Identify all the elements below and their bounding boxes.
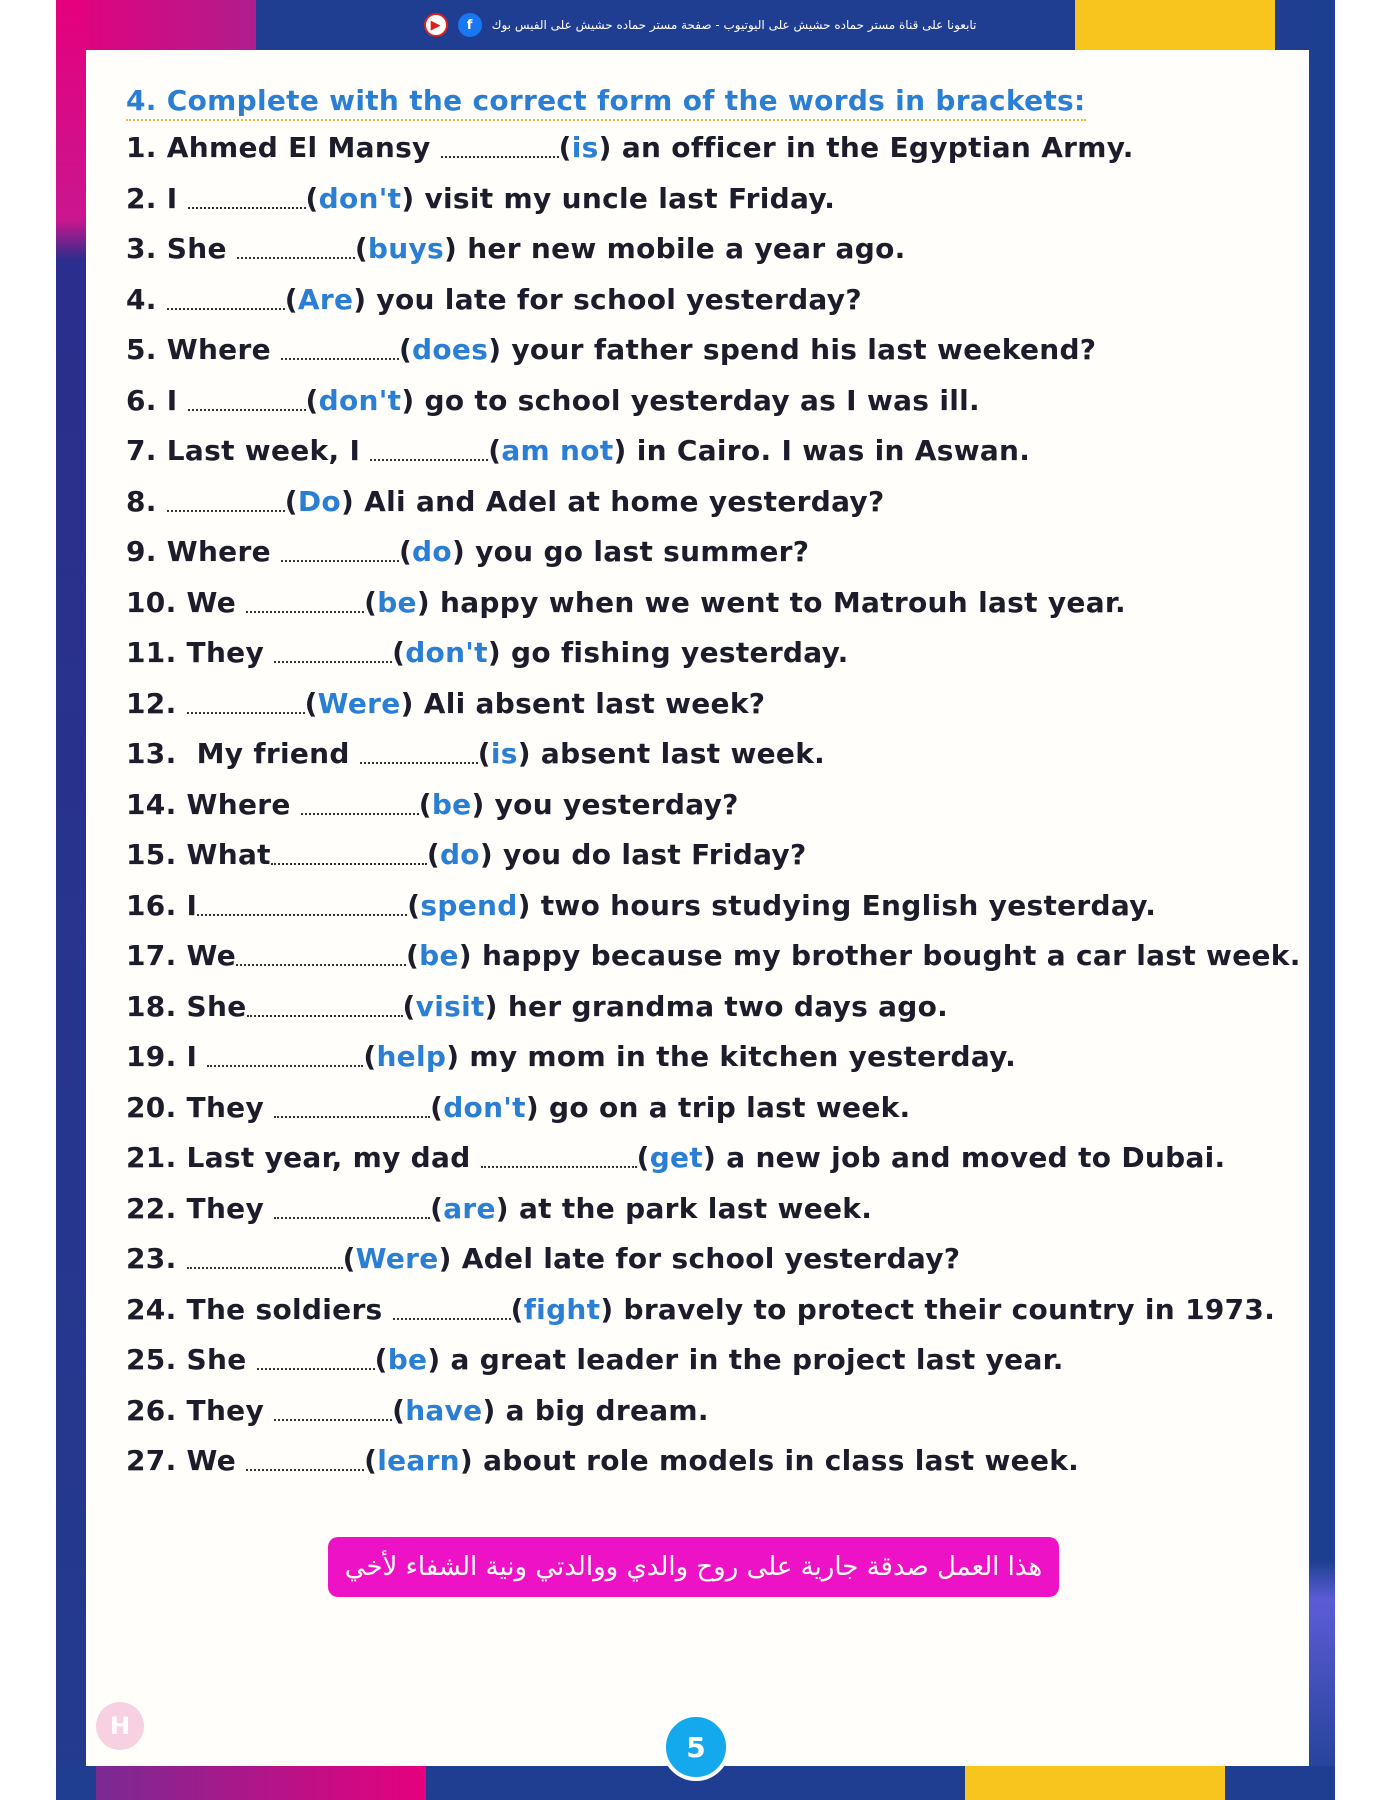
- item-sentence-start: 1. Ahmed El Mansy: [126, 131, 441, 164]
- bracket-word: be: [419, 939, 459, 972]
- bracket-open: (: [430, 1191, 444, 1225]
- exercise-item: [126, 1234, 1276, 1285]
- item-sentence-start: 19. I: [126, 1040, 208, 1073]
- bracket-word: be: [377, 585, 417, 619]
- answer-blank[interactable]: [187, 1265, 343, 1269]
- item-sentence-start: 12.: [126, 686, 187, 720]
- bracket-word: am not: [501, 434, 614, 467]
- item-sentence-end: Ali absent last week?: [413, 686, 766, 720]
- answer-blank[interactable]: [360, 760, 478, 764]
- item-sentence-end: happy when we went to Matrouh last year.: [429, 585, 1126, 619]
- item-sentence-start: 10. We: [126, 585, 247, 619]
- answer-blank[interactable]: [301, 811, 419, 815]
- item-sentence-start: 22. They: [126, 1191, 275, 1225]
- answer-blank[interactable]: [281, 558, 399, 562]
- dedication-text: هذا العمل صدقة جارية على روح والدي ووالدتي ونية الشفاء لأخي: [344, 1552, 1043, 1582]
- item-sentence-start: 14. Where: [126, 787, 301, 821]
- bracket-open: (: [392, 1393, 406, 1427]
- bracket-close: ): [525, 1090, 539, 1124]
- answer-blank[interactable]: [167, 508, 285, 512]
- answer-blank[interactable]: [197, 912, 407, 916]
- item-sentence-start: 23.: [126, 1242, 187, 1275]
- bracket-open: (: [342, 1242, 356, 1275]
- bracket-close: ): [600, 1292, 614, 1326]
- answer-blank[interactable]: [274, 1417, 392, 1421]
- answer-blank[interactable]: [281, 356, 399, 360]
- item-sentence-start: 4.: [126, 282, 167, 316]
- bracket-open: (: [510, 1292, 524, 1326]
- bracket-close: ): [517, 737, 531, 770]
- bracket-close: ): [458, 939, 472, 972]
- bracket-open: (: [398, 535, 413, 568]
- item-sentence-start: 15. What: [126, 838, 271, 871]
- item-sentence-start: 27. We: [126, 1444, 247, 1477]
- bracket-close: ): [451, 535, 466, 568]
- facebook-icon[interactable]: f: [458, 13, 482, 37]
- item-sentence-end: go fishing yesterday.: [500, 636, 849, 669]
- bracket-close: ): [353, 282, 367, 316]
- exercise-item: [126, 881, 1276, 932]
- item-sentence-end: a great leader in the project last year.: [440, 1343, 1064, 1376]
- answer-blank[interactable]: [274, 1215, 430, 1219]
- exercise-item: [126, 780, 1276, 831]
- bracket-word: don't: [318, 181, 402, 215]
- exercise-item: [126, 1386, 1276, 1437]
- exercise-item: [126, 1184, 1276, 1235]
- right-frame: [1309, 0, 1335, 1800]
- answer-blank[interactable]: [393, 1316, 511, 1320]
- item-sentence-end: my mom in the kitchen yesterday.: [459, 1040, 1017, 1073]
- item-sentence-end: absent last week.: [530, 737, 826, 770]
- bracket-close: ): [495, 1191, 509, 1225]
- bracket-open: (: [488, 434, 502, 467]
- top-frame-yellow-band: [1075, 0, 1275, 50]
- bracket-open: (: [636, 1141, 650, 1174]
- bracket-open: (: [363, 1040, 377, 1073]
- item-sentence-start: 2. I: [126, 181, 188, 215]
- item-sentence-end: go to school yesterday as I was ill.: [414, 383, 980, 417]
- answer-blank[interactable]: [481, 1164, 637, 1168]
- item-sentence-end: visit my uncle last Friday.: [414, 181, 836, 215]
- bracket-word: learn: [377, 1444, 460, 1477]
- exercise-item: [126, 174, 1276, 225]
- exercise-item: [126, 1083, 1276, 1134]
- bracket-word: fight: [523, 1292, 601, 1326]
- answer-blank[interactable]: [167, 306, 285, 310]
- bracket-close: ): [517, 888, 531, 922]
- bracket-word: visit: [415, 989, 485, 1023]
- left-frame: [56, 0, 86, 1800]
- item-sentence-start: 17. We: [126, 939, 237, 972]
- answer-blank[interactable]: [257, 1366, 375, 1370]
- bracket-open: (: [407, 888, 421, 922]
- item-sentence-start: 18. She: [126, 989, 247, 1023]
- bracket-close: ): [479, 838, 493, 871]
- bracket-open: (: [402, 989, 416, 1023]
- bracket-close: ): [444, 232, 458, 265]
- bracket-word: be: [387, 1343, 428, 1376]
- bracket-word: don't: [443, 1090, 526, 1124]
- header-strip: [360, 8, 1040, 42]
- bracket-open: (: [398, 333, 413, 366]
- exercise-item: [126, 527, 1276, 578]
- exercise-item: [126, 1335, 1276, 1386]
- bracket-word: Do: [297, 484, 341, 518]
- answer-blank[interactable]: [274, 1114, 430, 1118]
- item-sentence-end: you late for school yesterday?: [366, 282, 862, 316]
- bracket-word: Were: [355, 1242, 439, 1275]
- item-sentence-end: in Cairo. I was in Aswan.: [626, 434, 1031, 467]
- exercise-item: [126, 830, 1276, 881]
- bracket-close: ): [446, 1040, 460, 1073]
- exercise-item: [126, 325, 1276, 376]
- exercise-item: [126, 1436, 1276, 1487]
- answer-blank[interactable]: [246, 609, 364, 613]
- bracket-word: Are: [297, 282, 354, 316]
- bracket-close: ): [427, 1343, 441, 1376]
- item-sentence-end: your father spend his last weekend?: [501, 333, 1097, 366]
- answer-blank[interactable]: [247, 1013, 403, 1017]
- exercise-item: [126, 982, 1276, 1033]
- bracket-word: have: [405, 1393, 483, 1427]
- item-sentence-start: 24. The soldiers: [126, 1292, 393, 1326]
- brand-logo: H: [96, 1702, 144, 1750]
- exercise-item: [126, 1032, 1276, 1083]
- bracket-word: be: [431, 787, 472, 821]
- item-sentence-start: 9. Where: [126, 535, 281, 568]
- item-sentence-end: a big dream.: [495, 1393, 709, 1427]
- answer-blank[interactable]: [236, 962, 406, 966]
- bracket-word: are: [443, 1191, 496, 1225]
- bracket-open: (: [354, 232, 368, 265]
- answer-blank[interactable]: [188, 407, 306, 411]
- item-sentence-end: go on a trip last week.: [538, 1090, 911, 1124]
- answer-blank[interactable]: [187, 710, 305, 714]
- item-sentence-start: 8.: [126, 484, 167, 518]
- bracket-open: (: [284, 484, 298, 518]
- bracket-open: (: [304, 686, 318, 720]
- bracket-close: ): [482, 1393, 496, 1427]
- bottom-frame-yellow-band: [965, 1766, 1225, 1800]
- item-sentence-start: 6. I: [126, 383, 188, 417]
- item-sentence-start: 11. They: [126, 636, 275, 669]
- item-sentence-start: 26. They: [126, 1393, 275, 1427]
- bracket-close: ): [484, 989, 498, 1023]
- bracket-open: (: [364, 1444, 378, 1477]
- bracket-open: (: [305, 181, 319, 215]
- item-sentence-end: her grandma two days ago.: [497, 989, 949, 1023]
- item-sentence-end: Ali and Adel at home yesterday?: [354, 484, 885, 518]
- header-social-text: تابعونا على قناة مستر حماده حشيش على اليوتيوب - صفحة مستر حماده حشيش على الفيس بوك: [491, 18, 977, 32]
- bracket-close: ): [401, 383, 415, 417]
- item-sentence-start: 21. Last year, my dad: [126, 1141, 481, 1174]
- item-sentence-end: an officer in the Egyptian Army.: [611, 131, 1134, 164]
- dedication-banner: [328, 1537, 1059, 1597]
- exercise-section: [126, 84, 1301, 1487]
- bracket-close: ): [487, 636, 501, 669]
- item-sentence-start: 13. My friend: [126, 737, 360, 770]
- item-sentence-end: about role models in class last week.: [473, 1444, 1080, 1477]
- youtube-icon[interactable]: ▶: [424, 13, 448, 37]
- bracket-word: help: [376, 1040, 447, 1073]
- item-sentence-start: 7. Last week, I: [126, 434, 371, 467]
- item-sentence-start: 5. Where: [126, 333, 281, 366]
- bracket-open: (: [364, 585, 378, 619]
- exercise-item: [126, 376, 1276, 427]
- answer-blank[interactable]: [246, 1467, 364, 1471]
- bracket-word: does: [412, 333, 489, 366]
- exercise-item: [126, 1285, 1276, 1336]
- bracket-word: don't: [405, 636, 488, 669]
- bracket-close: ): [438, 1242, 452, 1275]
- answer-blank[interactable]: [271, 861, 427, 865]
- item-sentence-end: happy because my brother bought a car last week.: [471, 939, 1301, 972]
- bracket-close: ): [340, 484, 355, 518]
- exercise-list: [126, 123, 1301, 1487]
- bracket-word: is: [571, 131, 599, 164]
- bracket-open: (: [426, 838, 440, 871]
- exercise-heading: 4. Complete with the correct form of the words in brackets:: [126, 84, 1086, 121]
- bracket-open: (: [406, 939, 420, 972]
- bracket-open: (: [418, 787, 432, 821]
- item-sentence-end: at the park last week.: [508, 1191, 873, 1225]
- page-number-badge: 5: [662, 1713, 730, 1781]
- bottom-frame-pink-band: [96, 1766, 426, 1800]
- bracket-word: do: [439, 838, 480, 871]
- bracket-open: (: [284, 282, 298, 316]
- item-sentence-end: you do last Friday?: [492, 838, 807, 871]
- exercise-item: [126, 224, 1276, 275]
- bracket-word: is: [490, 737, 518, 770]
- bracket-close: ): [400, 686, 414, 720]
- answer-blank[interactable]: [370, 457, 488, 461]
- bracket-open: (: [558, 131, 572, 164]
- item-sentence-start: 20. They: [126, 1090, 275, 1124]
- item-sentence-start: 25. She: [126, 1343, 257, 1376]
- exercise-item: [126, 426, 1276, 477]
- item-sentence-end: two hours studying English yesterday.: [530, 888, 1157, 922]
- bracket-close: ): [703, 1141, 717, 1174]
- bracket-open: (: [392, 636, 406, 669]
- bracket-close: ): [471, 787, 485, 821]
- exercise-item: [126, 679, 1276, 730]
- item-sentence-end: bravely to protect their country in 1973.: [613, 1292, 1276, 1326]
- item-sentence-end: a new job and moved to Dubai.: [716, 1141, 1226, 1174]
- bracket-word: don't: [318, 383, 402, 417]
- bracket-close: ): [401, 181, 415, 215]
- top-frame-pink-band: [56, 0, 256, 50]
- item-sentence-start: 16. I: [126, 888, 198, 922]
- bracket-word: Were: [317, 686, 401, 720]
- answer-blank[interactable]: [207, 1063, 363, 1067]
- bracket-word: spend: [420, 888, 518, 922]
- bracket-word: get: [649, 1141, 704, 1174]
- item-sentence-end: you yesterday?: [484, 787, 739, 821]
- bracket-word: buys: [367, 232, 445, 265]
- bracket-close: ): [488, 333, 502, 366]
- exercise-item: [126, 931, 1301, 982]
- bracket-open: (: [305, 383, 319, 417]
- item-sentence-end: Adel late for school yesterday?: [451, 1242, 961, 1275]
- answer-blank[interactable]: [188, 205, 306, 209]
- exercise-item: [126, 123, 1276, 174]
- answer-blank[interactable]: [441, 154, 559, 158]
- answer-blank[interactable]: [274, 659, 392, 663]
- bracket-close: ): [613, 434, 627, 467]
- exercise-item: [126, 275, 1276, 326]
- bracket-open: (: [374, 1343, 388, 1376]
- item-sentence-end: you go last summer?: [465, 535, 810, 568]
- bracket-close: ): [459, 1444, 474, 1477]
- answer-blank[interactable]: [237, 255, 355, 259]
- item-sentence-start: 3. She: [126, 232, 237, 265]
- bracket-open: (: [430, 1090, 444, 1124]
- exercise-item: [126, 1133, 1276, 1184]
- exercise-item: [126, 477, 1276, 528]
- bracket-open: (: [477, 737, 491, 770]
- bracket-word: do: [412, 535, 452, 568]
- item-sentence-end: her new mobile a year ago.: [457, 232, 906, 265]
- exercise-item: [126, 729, 1276, 780]
- bracket-close: ): [416, 585, 430, 619]
- exercise-item: [126, 628, 1276, 679]
- exercise-item: [126, 578, 1276, 629]
- bracket-close: ): [598, 131, 612, 164]
